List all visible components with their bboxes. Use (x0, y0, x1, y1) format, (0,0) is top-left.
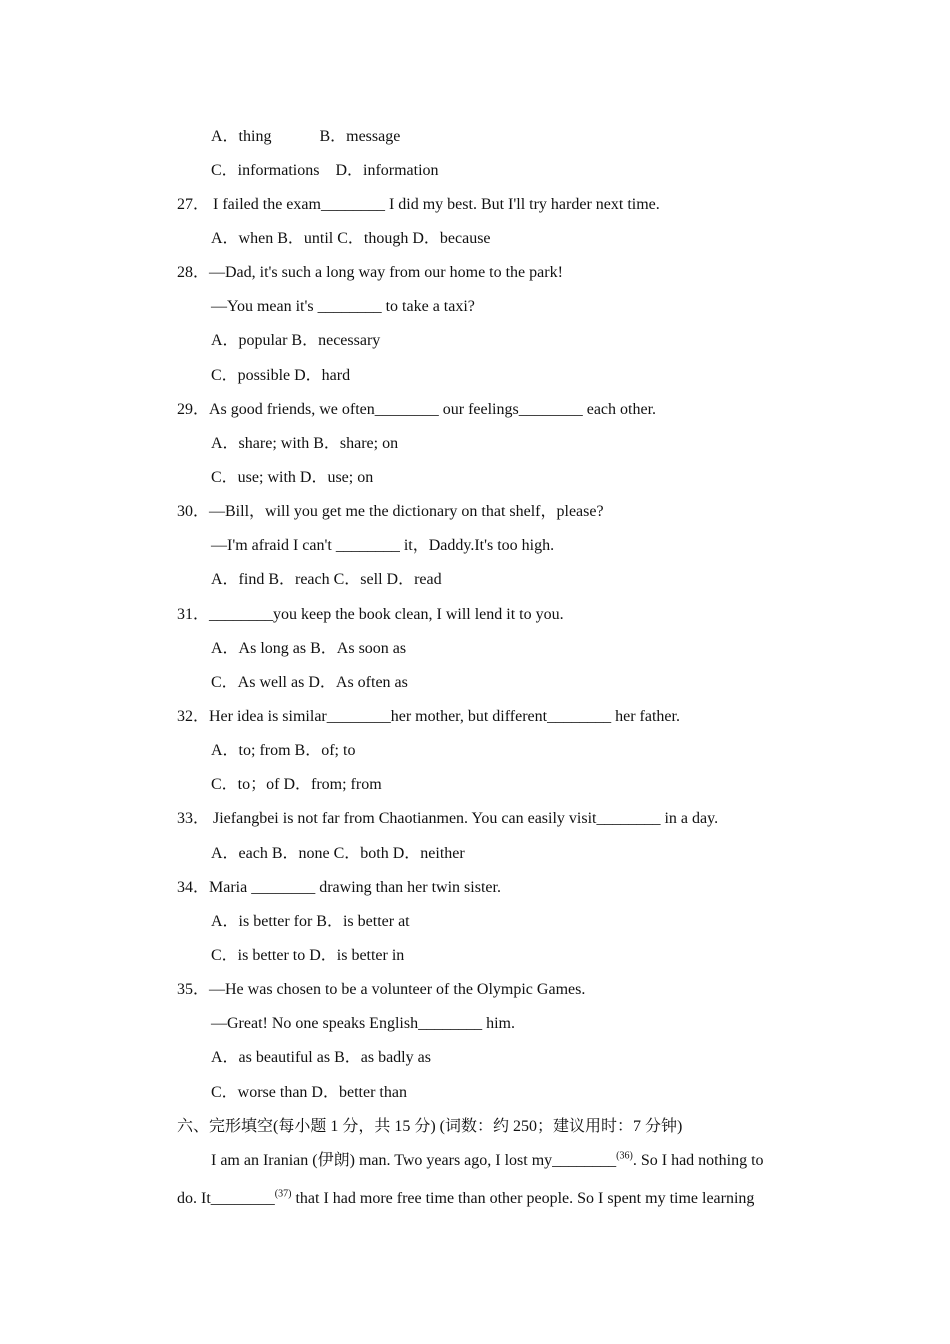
question-34-stem: 34．Maria ________ drawing than her twin sister. (177, 879, 501, 896)
option-line: A．thing B．message (211, 128, 401, 145)
section-heading: 六、完形填空(每小题 1 分，共 15 分) (词数：约 250；建议用时：7 分钟) (177, 1118, 683, 1135)
cloze-paragraph-line (177, 1189, 754, 1209)
question-32-stem: 32．Her idea is similar________her mother, but different________ her father. (177, 708, 680, 725)
question-28-options: C．possible D．hard (211, 367, 351, 384)
question-35-options: A．as beautiful as B．as badly as (211, 1049, 431, 1066)
question-28-stem-reply: —You mean it's ________ to take a taxi? (211, 298, 475, 315)
question-27-stem: 27． I failed the exam________ I did my best. But I'll try harder next time. (177, 196, 660, 213)
cloze-text: I am an Iranian (伊朗) man. Two years ago, I lost my________ (211, 1152, 617, 1169)
question-29-options: C．use; with D．use; on (211, 469, 374, 486)
question-31-options: A．As long as B．As soon as (211, 640, 407, 657)
question-29-stem: 29．As good friends, we often________ our feelings________ each other. (177, 401, 657, 418)
cloze-text: do. It________ (177, 1190, 275, 1207)
blank-number: (36) (616, 1150, 633, 1162)
question-30-stem: 30．—Bill，will you get me the dictionary on that shelf，please? (177, 503, 604, 520)
question-33-stem: 33． Jiefangbei is not far from Chaotianmen. You can easily visit________ in a day. (177, 810, 719, 827)
blank-number: (37) (274, 1188, 292, 1200)
question-34-options: C．is better to D．is better in (211, 947, 405, 964)
question-34-options: A．is better for B．is better at (211, 913, 410, 930)
cloze-paragraph-line (211, 1151, 806, 1171)
question-30-options: A．find B．reach C．sell D．read (211, 571, 442, 588)
option-line: C．informations D．information (211, 162, 439, 179)
question-35-stem: 35．—He was chosen to be a volunteer of the Olympic Games. (177, 981, 586, 998)
question-32-options: A．to; from B．of; to (211, 742, 356, 759)
question-32-options: C．to；of D．from; from (211, 776, 382, 793)
question-31-stem: 31．________you keep the book clean, I will lend it to you. (177, 606, 564, 623)
question-29-options: A．share; with B．share; on (211, 435, 399, 452)
question-28-stem: 28．—Dad, it's such a long way from our home to the park! (177, 264, 563, 281)
question-28-options: A．popular B．necessary (211, 332, 381, 349)
question-33-options: A．each B．none C．both D．neither (211, 845, 465, 862)
question-35-options: C．worse than D．better than (211, 1084, 407, 1101)
question-31-options: C．As well as D．As often as (211, 674, 408, 691)
cloze-text: that I had more free time than other people. So I spent my time learning (291, 1190, 755, 1207)
question-35-stem-reply: —Great! No one speaks English________ him. (211, 1015, 515, 1032)
question-27-options: A．when B．until C．though D．because (211, 230, 491, 247)
cloze-text: . So I had nothing to (632, 1152, 764, 1169)
question-30-stem-reply: —I'm afraid I can't ________ it，Daddy.It's too high. (211, 537, 555, 554)
